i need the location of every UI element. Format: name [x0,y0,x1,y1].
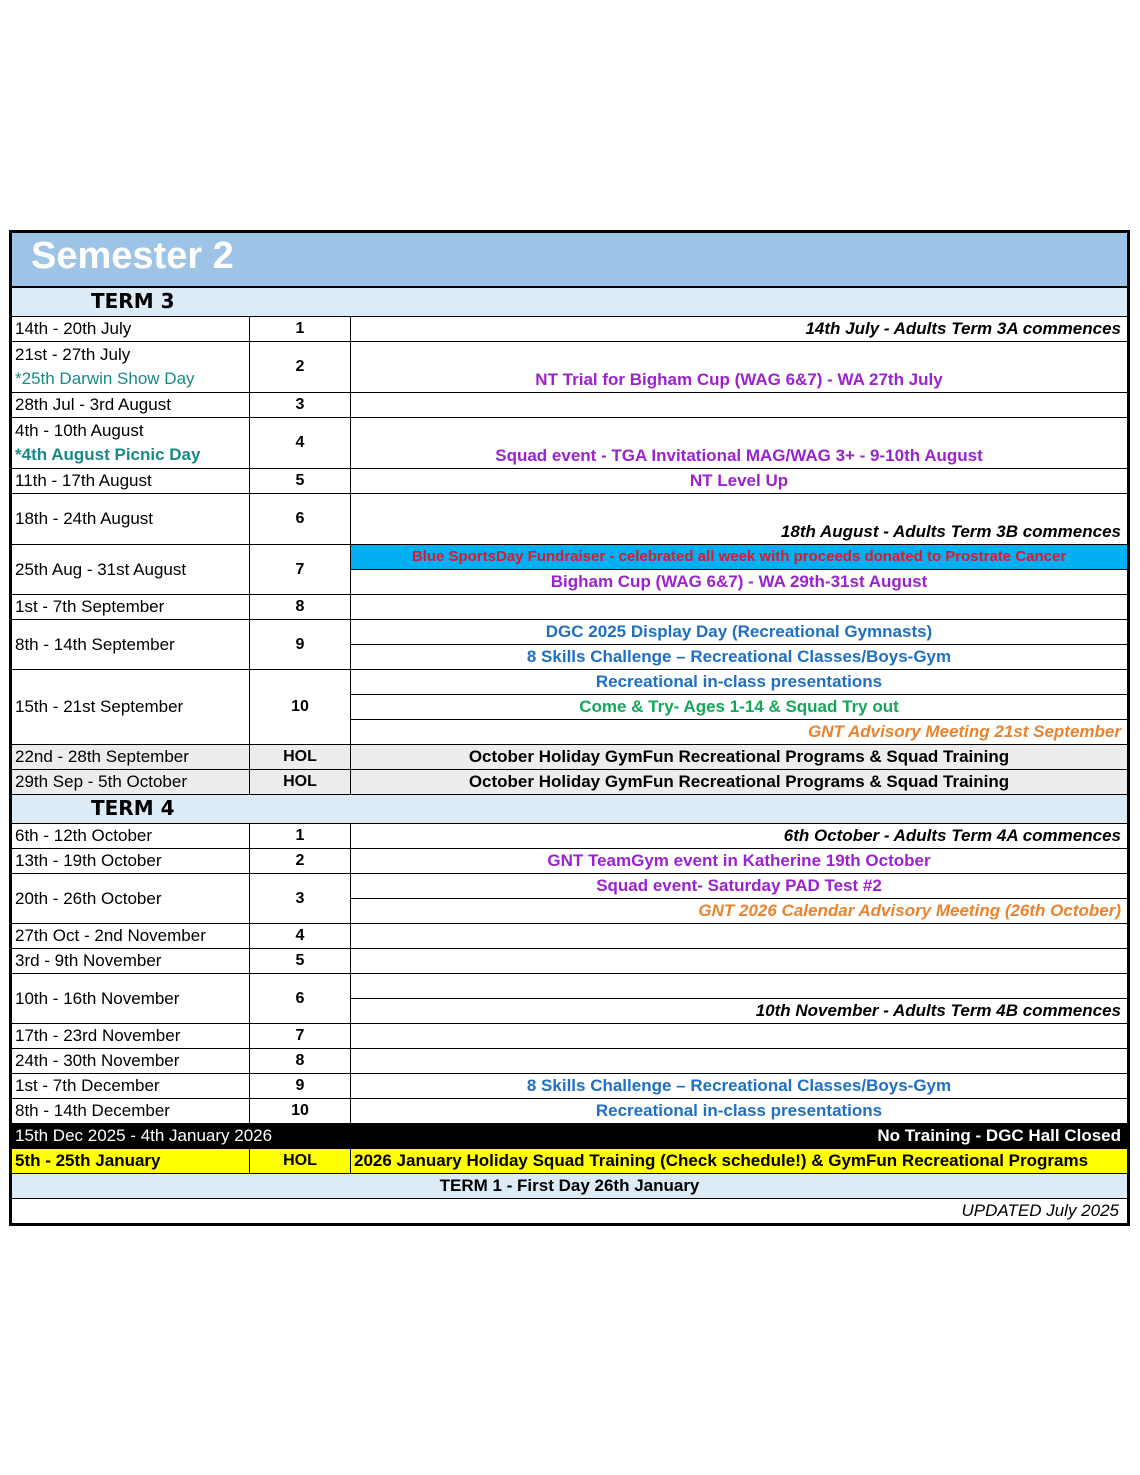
event-cell: 14th July - Adults Term 3A commences [351,317,1128,342]
dates-cell: 15th - 21st September [12,670,250,745]
event-cell: Squad event- Saturday PAD Test #2 [351,874,1128,899]
table-row [12,1049,1128,1074]
dates-cell: 28th Jul - 3rd August [12,393,250,418]
january-row [12,1149,1128,1174]
dates-cell: 8th - 14th December [12,1099,250,1124]
closed-row [12,1124,1128,1149]
table-row [12,317,1128,342]
event-cell: GNT TeamGym event in Katherine 19th October [351,849,1128,874]
week-cell: 6 [250,494,351,545]
event-cell: 8 Skills Challenge – Recreational Classes/Boys-Gym [351,1074,1128,1099]
week-cell: 3 [250,393,351,418]
holiday-row [12,770,1128,795]
dates-cell: 1st - 7th September [12,595,250,620]
event-cell: No Training - DGC Hall Closed [351,1124,1128,1149]
event-cell: NT Trial for Bigham Cup (WAG 6&7) - WA 27th July [351,342,1128,393]
dates-cell: 25th Aug - 31st August [12,545,250,595]
term1-row [12,1174,1128,1199]
dates-cell: 24th - 30th November [12,1049,250,1074]
table-row [12,824,1128,849]
term3-title: TERM 3 [91,289,175,313]
event-cell: Recreational in-class presentations [351,1099,1128,1124]
week-cell: 7 [250,1024,351,1049]
dates-cell [12,418,250,469]
fundraiser-event: Blue SportsDay Fundraiser - celebrated all week with proceeds donated to Prostrate Cancer [351,545,1128,570]
dates-text: 4th - 10th August [15,421,144,440]
dates-cell: 3rd - 9th November [12,949,250,974]
dates-cell: 10th - 16th November [12,974,250,1024]
week-cell: 1 [250,824,351,849]
table-row [12,924,1128,949]
week-cell: HOL [250,1149,351,1174]
event-cell: October Holiday GymFun Recreational Programs & Squad Training [351,745,1128,770]
event-cell [351,595,1128,620]
table-row [12,494,1128,545]
table-row [12,670,1128,695]
table-row [12,974,1128,999]
event-cell: Come & Try- Ages 1-14 & Squad Try out [351,695,1128,720]
week-cell: 10 [250,1099,351,1124]
dates-cell: 13th - 19th October [12,849,250,874]
week-cell: 4 [250,418,351,469]
week-cell: 5 [250,949,351,974]
dates-cell: 5th - 25th January [12,1149,250,1174]
event-cell [351,1049,1128,1074]
week-cell: HOL [250,745,351,770]
table-row [12,620,1128,645]
event-cell [351,1024,1128,1049]
event-cell: GNT 2026 Calendar Advisory Meeting (26th October) [351,899,1128,924]
table-row [12,1024,1128,1049]
updated-row [12,1199,1128,1224]
event-cell: Bigham Cup (WAG 6&7) - WA 29th-31st August [351,570,1128,595]
week-cell: 8 [250,595,351,620]
event-cell [351,974,1128,999]
dates-cell: 6th - 12th October [12,824,250,849]
week-cell: 7 [250,545,351,595]
term3-header [12,287,1128,317]
event-cell: NT Level Up [351,469,1128,494]
event-cell: 8 Skills Challenge – Recreational Classes/Boys-Gym [351,645,1128,670]
table-row [12,874,1128,899]
event-cell: Squad event - TGA Invitational MAG/WAG 3+ - 9-10th August [351,418,1128,469]
week-cell: 9 [250,1074,351,1099]
dates-cell: 11th - 17th August [12,469,250,494]
week-cell: 2 [250,849,351,874]
event-cell: 2026 January Holiday Squad Training (Check schedule!) & GymFun Recreational Programs [351,1149,1128,1174]
dates-cell: 15th Dec 2025 - 4th January 2026 [12,1124,351,1149]
term4-header [12,795,1128,824]
semester-header [12,233,1128,288]
semester-title: Semester 2 [31,235,234,277]
week-cell: 10 [250,670,351,745]
table-row [12,1074,1128,1099]
dates-cell: 20th - 26th October [12,874,250,924]
event-cell: DGC 2025 Display Day (Recreational Gymnasts) [351,620,1128,645]
event-cell: 6th October - Adults Term 4A commences [351,824,1128,849]
holiday-row [12,745,1128,770]
week-cell: 4 [250,924,351,949]
week-cell: HOL [250,770,351,795]
table-row [12,595,1128,620]
event-cell: 18th August - Adults Term 3B commences [351,494,1128,545]
table-row [12,393,1128,418]
table-row [12,418,1128,469]
dates-cell: 17th - 23rd November [12,1024,250,1049]
week-cell: 1 [250,317,351,342]
term4-title: TERM 4 [91,796,175,820]
week-cell: 2 [250,342,351,393]
dates-cell: 18th - 24th August [12,494,250,545]
table-row [12,849,1128,874]
dates-cell: 8th - 14th September [12,620,250,670]
holiday-note: *4th August Picnic Day [15,445,201,464]
dates-text: 21st - 27th July [15,345,131,364]
week-cell: 6 [250,974,351,1024]
dates-cell [12,342,250,393]
table-row [12,342,1128,393]
event-cell [351,393,1128,418]
event-cell: October Holiday GymFun Recreational Programs & Squad Training [351,770,1128,795]
table-row [12,949,1128,974]
dates-cell: 27th Oct - 2nd November [12,924,250,949]
week-cell: 3 [250,874,351,924]
dates-cell: 1st - 7th December [12,1074,250,1099]
table-row [12,545,1128,570]
updated-text: UPDATED July 2025 [12,1199,1128,1224]
week-cell: 8 [250,1049,351,1074]
week-cell: 5 [250,469,351,494]
week-cell: 9 [250,620,351,670]
event-cell: Recreational in-class presentations [351,670,1128,695]
calendar-sheet [9,230,1130,1226]
event-cell: 10th November - Adults Term 4B commences [351,999,1128,1024]
event-cell: GNT Advisory Meeting 21st September [351,720,1128,745]
event-cell [351,924,1128,949]
event-cell [351,949,1128,974]
semester-table [11,232,1128,1224]
table-row [12,469,1128,494]
dates-cell: 29th Sep - 5th October [12,770,250,795]
term1-text: TERM 1 - First Day 26th January [12,1174,1128,1199]
dates-cell: 14th - 20th July [12,317,250,342]
dates-cell: 22nd - 28th September [12,745,250,770]
holiday-note: *25th Darwin Show Day [15,369,195,388]
table-row [12,1099,1128,1124]
